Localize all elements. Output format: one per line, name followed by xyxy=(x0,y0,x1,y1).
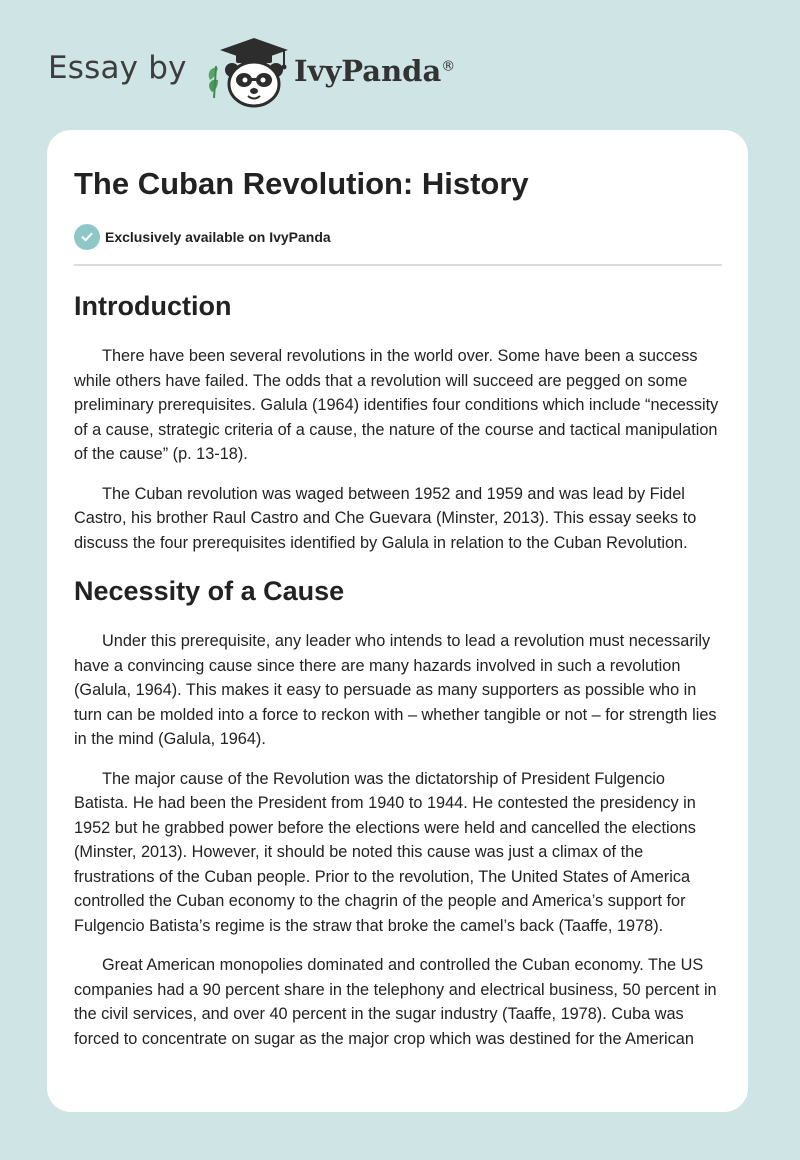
badge-label: Exclusively available on IvyPanda xyxy=(105,229,331,245)
check-icon xyxy=(74,224,100,250)
section-introduction-body xyxy=(74,344,722,555)
paragraph: The major cause of the Revolution was the dictatorship of President Fulgencio Batista. He had been the President from 1940 to 1944. He contested the presidency in 1952 but he grabbed power before the elections were held and cancelled the elections (Minster, 2013). However, it should be noted this cause was just a climax of the frustrations of the Cuban people. Prior to the revolution, The United States of America controlled the Cuban economy to the chagrin of the people and America’s support for Fulgencio Batista’s regime is the straw that broke the camel’s back (Taaffe, 1978). xyxy=(74,769,696,935)
title-divider xyxy=(74,264,722,266)
section-heading-necessity-of-a-cause: Necessity of a Cause xyxy=(74,576,345,606)
paragraph: Great American monopolies dominated and controlled the Cuban economy. The US companies had a 90 percent share in the telephony and electrical business, 50 percent in the civil services, and over 40 percent in the sugar industry (Taaffe, 1978). Cuba was forced to concentrate on sugar as the major crop which was destined for the American xyxy=(74,956,717,1048)
essay-card xyxy=(47,130,748,1112)
section-necessity-body xyxy=(74,629,722,1051)
paragraph: There have been several revolutions in the world over. Some have been a success while others have failed. The odds that a revolution will succeed are pegged on some preliminary prerequisites. Galula (1964) identifies four conditions which include “necessity of a cause, strategic criteria of a cause, the nature of the course and tactical manipulation of the cause” (p. 13-18). xyxy=(74,347,719,463)
brand-prefix: Essay by xyxy=(48,50,187,86)
brand-name[interactable]: IvyPanda® xyxy=(294,54,456,88)
paragraph: Under this prerequisite, any leader who intends to lead a revolution must necessarily have a convincing cause since there are many hazards involved in such a revolution (Galula, 1964). This makes it easy to persuade as many supporters as possible who in turn can be molded into a force to reckon with – whether tangible or not – for strength lies in the mind (Galula, 1964). xyxy=(74,632,717,748)
site-header xyxy=(48,36,488,108)
section-heading-introduction: Introduction xyxy=(74,291,232,321)
essay-title: The Cuban Revolution: History xyxy=(74,166,529,201)
panda-logo-icon[interactable] xyxy=(202,36,292,108)
exclusive-badge xyxy=(74,224,722,250)
registered-mark: ® xyxy=(441,58,456,75)
paragraph: The Cuban revolution was waged between 1952 and 1959 and was lead by Fidel Castro, his brother Raul Castro and Che Guevara (Minster, 2013). This essay seeks to discuss the four prerequisites identified by Galula in relation to the Cuban Revolution. xyxy=(74,484,697,552)
